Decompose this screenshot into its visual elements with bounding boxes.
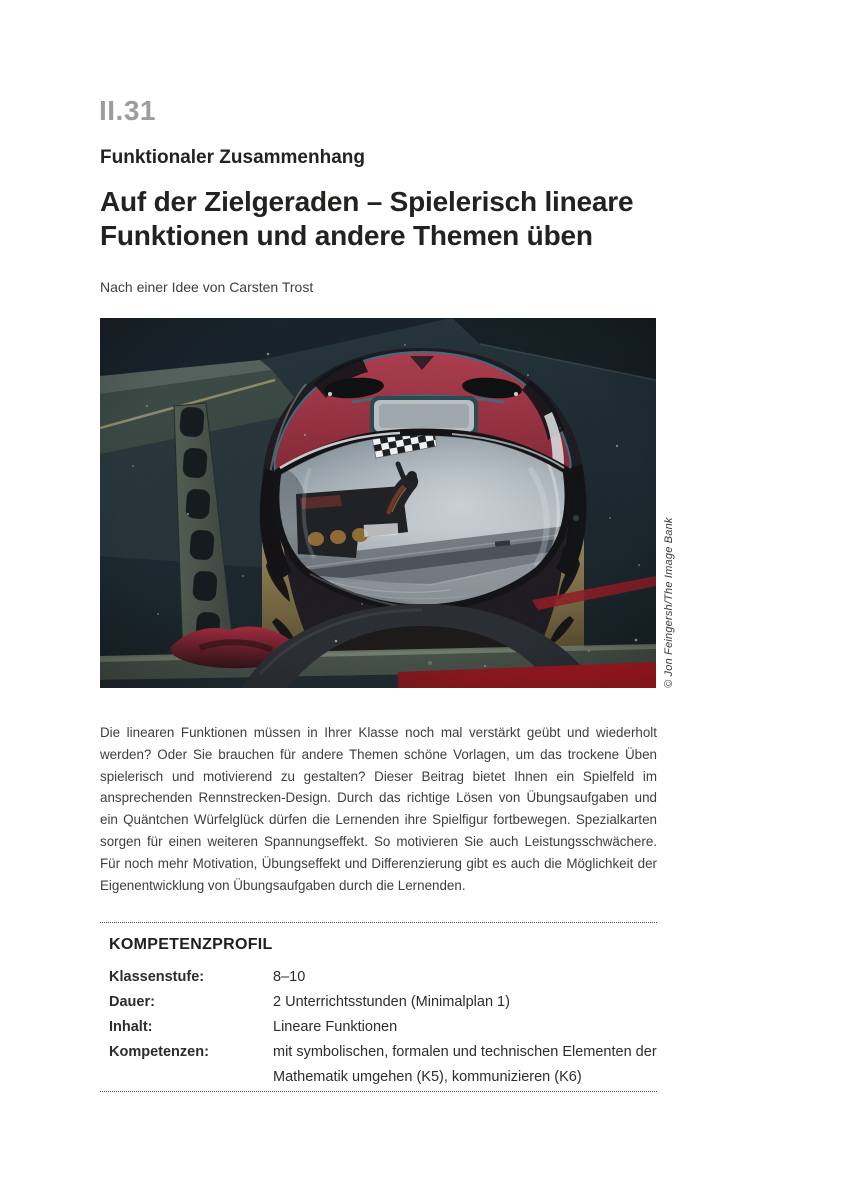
page-title-line2: Funktionen und andere Themen üben — [100, 220, 593, 251]
profile-label: Klassenstufe: — [109, 969, 205, 985]
competence-profile-box — [100, 922, 657, 1092]
profile-row-inhalt — [109, 1015, 657, 1040]
article-photo — [100, 318, 656, 688]
helmet-photo-scene — [100, 318, 656, 688]
profile-value: 2 Unterrichtsstunden (Minimalplan 1) — [273, 994, 510, 1010]
page-title-line1: Auf der Zielgeraden – Spielerisch lineare — [100, 186, 634, 217]
profile-row-kompetenzen — [109, 1040, 657, 1090]
photo-credit: © Jon Feingersh/The Image Bank — [663, 517, 675, 688]
profile-value: mit symbolischen, formalen und technischen Elementen der Mathematik umgehen (K5), kommunizieren (K6) — [273, 1044, 657, 1085]
category-heading: Funktionaler Zusammenhang — [100, 147, 365, 168]
profile-label: Kompetenzen: — [109, 1044, 209, 1060]
profile-label: Inhalt: — [109, 1019, 153, 1035]
profile-value: 8–10 — [273, 969, 306, 985]
profile-label: Dauer: — [109, 994, 155, 1010]
intro-paragraph: Die linearen Funktionen müssen in Ihrer Klasse noch mal verstärkt geübt und wiederholt werden? Oder Sie brauchen für andere Themen schöne Vorlagen, um das trockene Üben spielerisch und motivierend zu gestalten? Dieser Beitrag bietet Ihnen ein Spielfeld im ansprechenden Rennstrecken-Design. Durch das richtige Lösen von Übungsaufgaben und ein Quäntchen Würfelglück dürfen die Lernenden ihre Spielfigur fortbewegen. Spezialkarten sorgen für einen weiteren Spannungseffekt. So motivieren Sie auch Leistungsschwächere. Für noch mehr Motivation, Übungseffekt und Differenzierung gibt es auch die Möglichkeit der Eigenentwicklung von Übungsaufgaben durch die Lernenden. — [100, 725, 657, 893]
page-title — [100, 185, 645, 253]
profile-row-dauer — [109, 990, 657, 1015]
profile-value: Lineare Funktionen — [273, 1019, 398, 1035]
competence-profile-heading: KOMPETENZPROFIL — [109, 936, 273, 953]
byline: Nach einer Idee von Carsten Trost — [100, 279, 314, 295]
section-label: II.31 — [99, 95, 156, 126]
profile-row-klassenstufe — [109, 965, 657, 990]
